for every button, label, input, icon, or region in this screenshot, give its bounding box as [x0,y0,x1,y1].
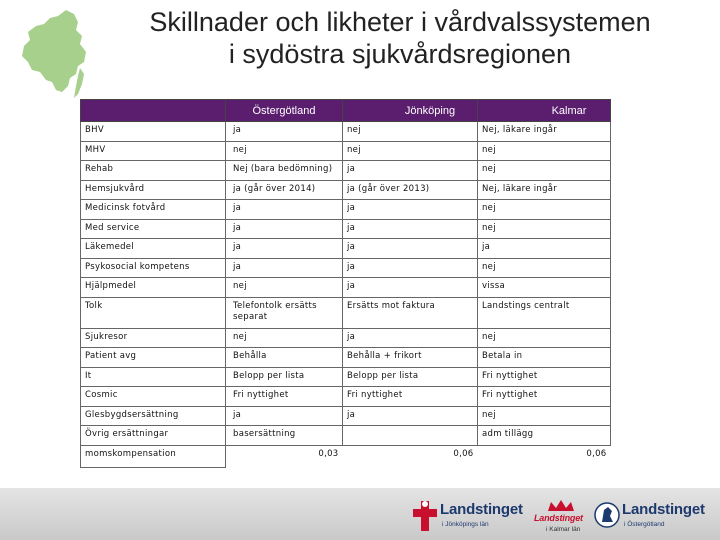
table-row [81,141,611,161]
table-row [81,406,611,426]
cell-jonkoping: 0,06 [453,448,474,459]
row-label: Hemsjukvård [81,180,226,200]
row-label: Patient avg [81,348,226,368]
cell-kalmar: Betala in [478,348,611,368]
table-row [81,161,611,181]
cell-jonkoping: ja (går över 2013) [343,180,478,200]
row-label: Övrig ersättningar [81,426,226,446]
logo-ost-main: Landstinget [622,501,705,518]
row-label: momskompensation [81,445,226,467]
logo-landstinget-kalmar [532,497,592,535]
cell-ostergotland: 0,03 [318,448,339,459]
row-label: Hjälpmedel [81,278,226,298]
table-row [81,426,611,446]
red-cross-figure-icon [412,499,438,533]
row-label: BHV [81,122,226,142]
cell-kalmar: nej [478,328,611,348]
cell-ostergotland: nej [226,141,343,161]
cell-kalmar: nej [478,200,611,220]
cell-ostergotland: nej [226,278,343,298]
table-row [81,219,611,239]
cell-kalmar: 0,06 [586,448,607,459]
row-label: Rehab [81,161,226,181]
table-row [81,387,611,407]
header-cell-ostergotland: Östergötland [226,100,343,122]
cell-ostergotland: ja [226,219,343,239]
table-row [81,348,611,368]
region-map-logo [18,8,93,100]
cell-jonkoping: ja [343,258,478,278]
table-row [81,122,611,142]
cell-jonkoping: Ersätts mot faktura [343,297,478,328]
header-cell-kalmar: Kalmar [478,100,611,122]
table-row [81,328,611,348]
cell-jonkoping: ja [343,278,478,298]
logo-kal-sub: i Kalmar län [546,526,581,533]
cell-ostergotland: nej [226,328,343,348]
cell-kalmar: Fri nyttighet [478,367,611,387]
cell-ostergotland: Nej (bara bedömning) [226,161,343,181]
cell-kalmar: Nej, läkare ingår [478,122,611,142]
cell-jonkoping: ja [343,406,478,426]
griffin-emblem-icon [594,500,620,530]
cell-jonkoping: nej [343,122,478,142]
cell-ostergotland: Belopp per lista [226,367,343,387]
row-label: Cosmic [81,387,226,407]
logo-landstinget-jonkoping [412,497,532,535]
cell-jonkoping: ja [343,200,478,220]
cell-jonkoping: ja [343,219,478,239]
cell-jonkoping: Behålla + frikort [343,348,478,368]
logo-jon-main: Landstinget [440,501,523,518]
cell-kalmar: nej [478,141,611,161]
row-label: Sjukresor [81,328,226,348]
row-label: Psykosocial kompetens [81,258,226,278]
logo-jon-sub: i Jönköpings län [442,521,489,528]
logo-kal-main: Landstinget [534,513,583,523]
table-row [81,258,611,278]
header-cell-empty [81,100,226,122]
cell-kalmar: nej [478,219,611,239]
row-label: Tolk [81,297,226,328]
table-row [81,180,611,200]
cell-kalmar: nej [478,258,611,278]
cell-kalmar: ja [478,239,611,259]
table-row [81,445,611,467]
cell-kalmar: adm tillägg [478,426,611,446]
cell-jonkoping: Belopp per lista [343,367,478,387]
table-row [81,367,611,387]
cell-ostergotland: ja [226,406,343,426]
header-cell-jonkoping: Jönköping [343,100,478,122]
cell-ostergotland: ja [226,122,343,142]
row-label: Läkemedel [81,239,226,259]
table-header-row [81,100,611,122]
table-row [81,239,611,259]
table-row [81,200,611,220]
cell-kalmar: Fri nyttighet [478,387,611,407]
cell-jonkoping: ja [343,328,478,348]
cell-ostergotland: ja [226,200,343,220]
table-row [81,297,611,328]
cell-jonkoping: nej [343,141,478,161]
crown-icon [546,499,576,513]
logo-landstinget-ostergotland [594,497,704,535]
cell-jonkoping: Fri nyttighet [343,387,478,407]
cell-ostergotland: Behålla [226,348,343,368]
cell-ostergotland: basersättning [226,426,343,446]
cell-kalmar: nej [478,406,611,426]
cell-ostergotland: Telefontolk ersätts separat [226,297,343,328]
cell-jonkoping [343,426,478,446]
comparison-table [80,99,611,468]
row-label: It [81,367,226,387]
logo-ost-sub: i Östergötland [624,521,665,528]
cell-ostergotland: ja [226,239,343,259]
cell-ostergotland: Fri nyttighet [226,387,343,407]
cell-ostergotland: ja [226,258,343,278]
row-label: Glesbygdsersättning [81,406,226,426]
row-label: Med service [81,219,226,239]
cell-kalmar: Nej, läkare ingår [478,180,611,200]
row-label: MHV [81,141,226,161]
cell-kalmar: Landstings centralt [478,297,611,328]
cell-jonkoping: ja [343,239,478,259]
cell-kalmar: nej [478,161,611,181]
page-title [100,6,700,70]
cell-ostergotland: ja (går över 2014) [226,180,343,200]
table-row [81,278,611,298]
row-label: Medicinsk fotvård [81,200,226,220]
title-line-1: Skillnader och likheter i vårdvalssystemen [149,7,651,37]
title-line-2: i sydöstra sjukvårdsregionen [228,39,572,69]
cell-kalmar: vissa [478,278,611,298]
cell-jonkoping: ja [343,161,478,181]
